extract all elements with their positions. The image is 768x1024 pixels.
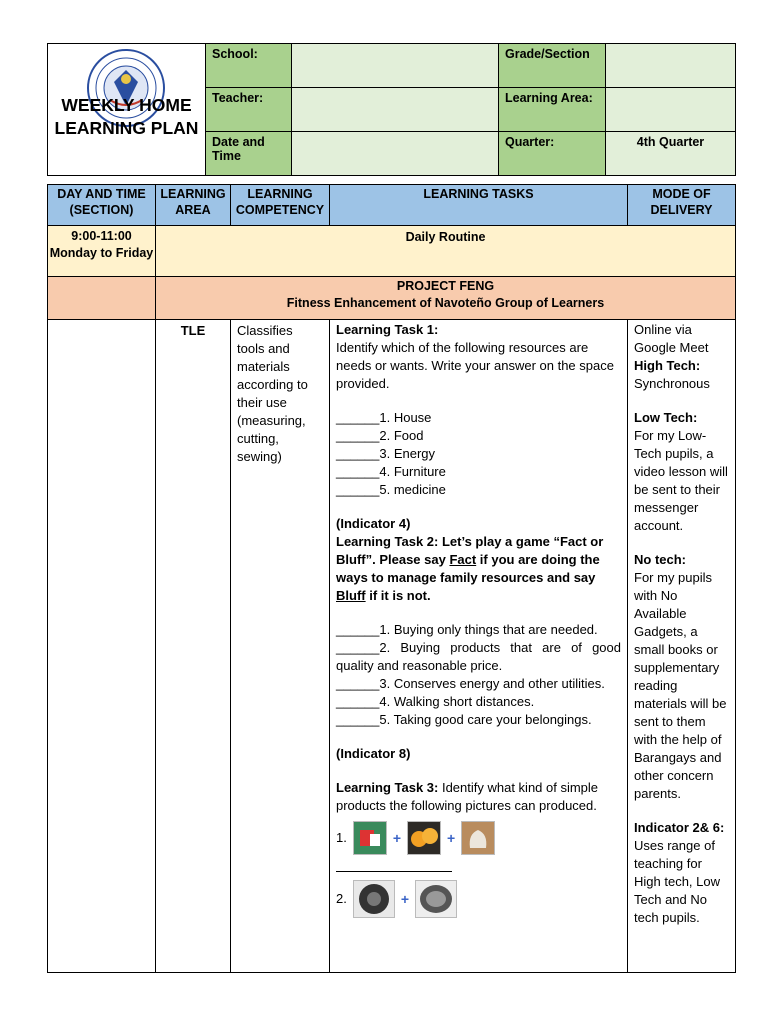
task1-item: ______4. Furniture	[336, 464, 446, 479]
tle-day-cell	[48, 320, 156, 973]
mode-low-tech-label: Low Tech:	[634, 410, 698, 425]
tle-row	[48, 320, 736, 973]
mode-low-tech-text: For my Low-Tech pupils, a video lesson will be sent to their messenger account.	[634, 428, 728, 533]
task2-fact: Fact	[449, 552, 477, 567]
learning-tasks-cell	[330, 320, 628, 973]
project-title: PROJECT FENG	[396, 279, 495, 293]
mode-indicator-text: Uses range of teaching for High tech, Low Tech and No tech pupils.	[634, 838, 720, 925]
col-competency: LEARNING COMPETENCY	[231, 185, 330, 226]
daily-routine-label: Daily Routine	[156, 226, 736, 277]
logo-title-cell	[48, 44, 206, 176]
date-time-field[interactable]	[292, 132, 499, 176]
teacher-label: Teacher:	[206, 88, 292, 132]
header-table	[47, 43, 736, 176]
pic1-label: 1.	[336, 830, 347, 845]
task2-bluff: Bluff	[336, 588, 366, 603]
mode-delivery-cell	[628, 320, 736, 973]
col-day-time: DAY AND TIME (SECTION)	[48, 185, 156, 226]
quarter-label: Quarter:	[499, 132, 606, 176]
answer-line[interactable]	[336, 857, 452, 872]
indicator-8: (Indicator 8)	[336, 746, 411, 761]
grade-field[interactable]	[606, 44, 736, 88]
picture-set-2	[336, 880, 621, 918]
mode-high-tech-value: Synchronous	[634, 376, 710, 391]
task3-desc: Identify what kind of simple products the following pictures can produced.	[336, 780, 599, 813]
task3-text	[336, 779, 621, 815]
pic2-label: 2.	[336, 891, 347, 906]
plus-icon: +	[392, 830, 402, 846]
task2-part-a: Learning Task 2: Let’s play a game “Fact or Bluff”. Please say	[336, 534, 604, 567]
routine-time-cell	[48, 226, 156, 277]
mode-online: Online via Google Meet	[634, 322, 709, 355]
learning-area-label: Learning Area:	[499, 88, 606, 132]
woven-mat-icon	[415, 880, 457, 918]
title-line-1: WEEKLY HOME	[61, 95, 192, 115]
picture-set-1	[336, 821, 621, 855]
task1-item: ______5. medicine	[336, 482, 446, 497]
sack-icon	[461, 821, 495, 855]
task1-title: Learning Task 1:	[336, 322, 439, 337]
competency-cell: Classifies tools and materials according to their use (measuring, cutting, sewing)	[231, 320, 330, 973]
task1-item: ______2. Food	[336, 428, 424, 443]
mode-no-tech-label: No tech:	[634, 552, 686, 567]
task1-item: ______1. House	[336, 410, 432, 425]
learning-area-field[interactable]	[606, 88, 736, 132]
task2-item: ______2. Buying products that are of good quality and reasonable price.	[336, 640, 621, 673]
mode-no-tech-text: For my pupils with No Available Gadgets, a small books or supplementary reading materials will be sent to them with the help of Barangays and other concern parents.	[634, 570, 727, 801]
col-mode-delivery: MODE OF DELIVERY	[628, 185, 736, 226]
task1-item: ______3. Energy	[336, 446, 436, 461]
mode-indicator-label: Indicator 2& 6:	[634, 820, 725, 835]
teacher-field[interactable]	[292, 88, 499, 132]
task1-text: Identify which of the following resources are needs or wants. Write your answer on the space provided.	[336, 340, 614, 391]
oranges-icon	[407, 821, 441, 855]
task2-part-c: if it is not.	[365, 588, 431, 603]
project-subtitle: Fitness Enhancement of Navoteño Group of Learners	[286, 296, 605, 310]
task2-item: ______3. Conserves energy and other utilities.	[336, 676, 605, 691]
task2-part-b: if you are doing the ways to manage family resources and say	[336, 552, 600, 585]
plan-title	[48, 94, 205, 140]
task3-title: Learning Task 3:	[336, 780, 439, 795]
project-row	[48, 277, 736, 320]
routine-days: Monday to Friday	[49, 246, 154, 260]
col-learning-area: LEARNING AREA	[156, 185, 231, 226]
school-field[interactable]	[292, 44, 499, 88]
col-learning-tasks: LEARNING TASKS	[330, 185, 628, 226]
project-empty-cell	[48, 277, 156, 320]
project-cell	[156, 277, 736, 320]
plus-icon: +	[447, 830, 456, 846]
tire-icon	[353, 880, 395, 918]
school-label: School:	[206, 44, 292, 88]
task2-item: ______4. Walking short distances.	[336, 694, 535, 709]
task2-item: ______1. Buying only things that are needed.	[336, 622, 598, 637]
plus-icon: +	[400, 891, 410, 907]
task2-text	[336, 533, 621, 605]
quarter-value[interactable]: 4th Quarter	[606, 132, 736, 176]
tle-area-cell: TLE	[156, 320, 231, 973]
title-line-2: LEARNING PLAN	[54, 118, 199, 138]
indicator-4: (Indicator 4)	[336, 516, 411, 531]
task2-item: ______5. Taking good care your belongings.	[336, 712, 592, 727]
learning-plan-table	[47, 184, 736, 973]
daily-routine-row	[48, 226, 736, 277]
column-header-row	[48, 185, 736, 226]
routine-time: 9:00-11:00	[71, 229, 132, 243]
grade-label: Grade/Section	[499, 44, 606, 88]
mode-high-tech-label: High Tech:	[634, 358, 701, 373]
fabric-scraps-icon	[353, 821, 387, 855]
date-time-label: Date and Time	[206, 132, 292, 176]
